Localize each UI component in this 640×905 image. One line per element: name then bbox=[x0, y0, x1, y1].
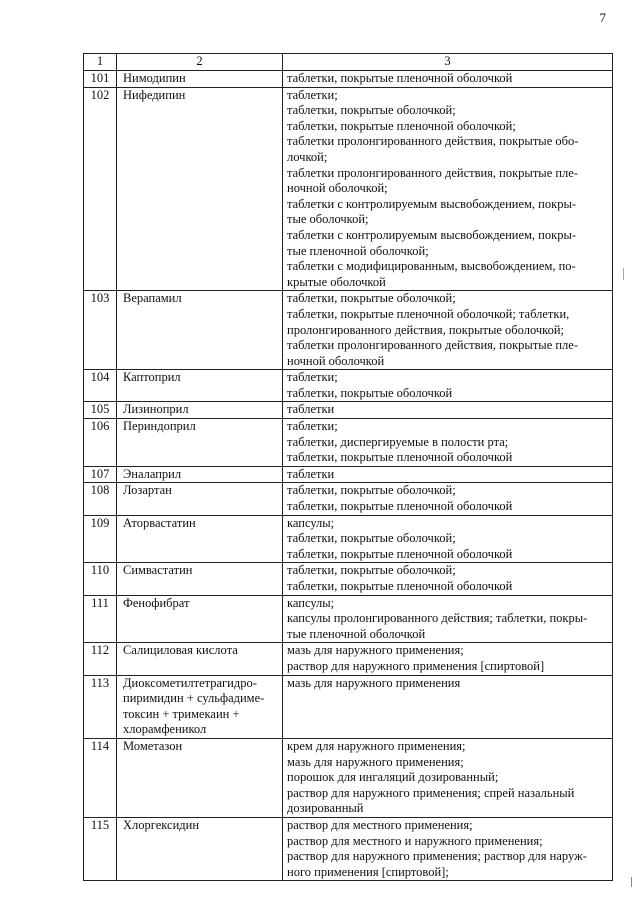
dosage-form-line: таблетки, покрытые оболочкой bbox=[287, 385, 453, 400]
dosage-forms bbox=[283, 87, 613, 291]
dosage-form-line: таблетки bbox=[287, 466, 335, 481]
dosage-form-line: порошок для ингаляций дозированный; bbox=[287, 770, 499, 785]
drug-name-line: Нифедипин bbox=[123, 87, 186, 102]
dosage-form-line: таблетки, покрытые пленочной оболочкой bbox=[287, 450, 513, 465]
dosage-forms bbox=[283, 419, 613, 467]
row-number: 103 bbox=[84, 291, 117, 370]
table-row bbox=[84, 595, 613, 643]
drug-name bbox=[117, 515, 283, 563]
dosage-form-line: таблетки, покрытые пленочной оболочкой bbox=[287, 499, 513, 514]
drug-name-line: Периндоприл bbox=[123, 419, 196, 434]
drug-name-line: хлорамфеникол bbox=[123, 722, 207, 737]
drug-name bbox=[117, 291, 283, 370]
row-number: 108 bbox=[84, 483, 117, 515]
dosage-forms bbox=[283, 675, 613, 738]
dosage-form-line: ночной оболочкой bbox=[287, 353, 385, 368]
dosage-form-line: раствор для наружного применения; спрей назальный bbox=[287, 785, 575, 800]
drug-name-line: Лизиноприл bbox=[123, 402, 189, 417]
dosage-forms bbox=[283, 595, 613, 643]
drug-name bbox=[117, 419, 283, 467]
drug-name bbox=[117, 370, 283, 402]
drug-name-line: Каптоприл bbox=[123, 370, 181, 385]
dosage-form-line: мазь для наружного применения; bbox=[287, 754, 464, 769]
dosage-form-line: мазь для наружного применения bbox=[287, 675, 461, 690]
table-row bbox=[84, 466, 613, 483]
drug-name-line: Хлоргексидин bbox=[123, 817, 200, 832]
dosage-form-line: таблетки, покрытые оболочкой; bbox=[287, 103, 456, 118]
drug-name-line: Мометазон bbox=[123, 738, 183, 753]
drug-name-line: Симвастатин bbox=[123, 563, 193, 578]
drug-name-line: Диоксометилтетрагидро- bbox=[123, 675, 257, 690]
dosage-form-line: капсулы; bbox=[287, 515, 335, 530]
dosage-forms bbox=[283, 515, 613, 563]
dosage-form-line: таблетки, покрытые оболочкой; bbox=[287, 483, 456, 498]
dosage-form-line: таблетки, покрытые пленочной оболочкой; таблетки, bbox=[287, 306, 570, 321]
drug-name-line: Эналаприл bbox=[123, 466, 182, 481]
dosage-form-line: мазь для наружного применения; bbox=[287, 643, 464, 658]
scan-artifact bbox=[623, 268, 624, 280]
dosage-forms bbox=[283, 466, 613, 483]
dosage-form-line: таблетки, покрытые оболочкой; bbox=[287, 563, 456, 578]
row-number: 107 bbox=[84, 466, 117, 483]
drug-name-line: Лозартан bbox=[123, 483, 172, 498]
dosage-form-line: лочкой; bbox=[287, 149, 328, 164]
dosage-form-line: таблетки; bbox=[287, 419, 338, 434]
drug-name-line: Нимодипин bbox=[123, 71, 186, 85]
dosage-form-line: крем для наружного применения; bbox=[287, 738, 466, 753]
dosage-form-line: таблетки с контролируемым высвобождением, покры- bbox=[287, 196, 577, 211]
dosage-form-line: таблетки, покрытые пленочной оболочкой bbox=[287, 546, 513, 561]
dosage-form-line: таблетки пролонгированного действия, покрытые пле- bbox=[287, 165, 579, 180]
row-number: 115 bbox=[84, 817, 117, 880]
drug-name-line: токсин + тримекаин + bbox=[123, 706, 240, 721]
column-header-forms: 3 bbox=[283, 54, 613, 71]
dosage-form-line: таблетки, покрытые пленочной оболочкой bbox=[287, 579, 513, 593]
row-number: 113 bbox=[84, 675, 117, 738]
dosage-forms bbox=[283, 643, 613, 675]
table-row bbox=[84, 402, 613, 419]
dosage-form-line: раствор для наружного применения [спиртовой] bbox=[287, 658, 545, 673]
dosage-form-line: таблетки bbox=[287, 402, 335, 417]
table-row bbox=[84, 370, 613, 402]
row-number: 111 bbox=[84, 595, 117, 643]
dosage-form-line: раствор для местного и наружного применения; bbox=[287, 833, 543, 848]
table-row bbox=[84, 675, 613, 738]
column-header-number: 1 bbox=[84, 54, 117, 71]
row-number: 114 bbox=[84, 738, 117, 817]
row-number: 104 bbox=[84, 370, 117, 402]
drug-name-line: Фенофибрат bbox=[123, 595, 190, 610]
dosage-form-line: капсулы; bbox=[287, 595, 335, 610]
drug-name bbox=[117, 675, 283, 738]
dosage-form-line: крытые оболочкой bbox=[287, 274, 386, 289]
drug-name bbox=[117, 563, 283, 595]
table-row bbox=[84, 71, 613, 88]
table-row bbox=[84, 515, 613, 563]
drug-name bbox=[117, 817, 283, 880]
dosage-form-line: таблетки, покрытые пленочной оболочкой bbox=[287, 71, 513, 85]
drug-name bbox=[117, 71, 283, 88]
table-row bbox=[84, 483, 613, 515]
dosage-form-line: таблетки; bbox=[287, 370, 338, 385]
drug-table bbox=[83, 53, 613, 881]
drug-name-line: Салициловая кислота bbox=[123, 643, 238, 658]
row-number: 106 bbox=[84, 419, 117, 467]
dosage-form-line: пролонгированного действия, покрытые оболочкой; bbox=[287, 322, 565, 337]
drug-name bbox=[117, 87, 283, 291]
drug-name bbox=[117, 643, 283, 675]
table-header-row bbox=[84, 54, 613, 71]
scan-artifact bbox=[631, 877, 632, 887]
table-row bbox=[84, 817, 613, 880]
page-number: 7 bbox=[599, 10, 606, 25]
dosage-form-line: таблетки с контролируемым высвобождением, покры- bbox=[287, 227, 577, 242]
row-number: 110 bbox=[84, 563, 117, 595]
drug-name bbox=[117, 738, 283, 817]
dosage-form-line: раствор для наружного применения; раствор для наруж- bbox=[287, 849, 587, 864]
dosage-forms bbox=[283, 370, 613, 402]
dosage-forms bbox=[283, 563, 613, 595]
table-row bbox=[84, 87, 613, 291]
row-number: 109 bbox=[84, 515, 117, 563]
row-number: 102 bbox=[84, 87, 117, 291]
dosage-form-line: тые пленочной оболочкой bbox=[287, 626, 426, 641]
drug-name bbox=[117, 402, 283, 419]
dosage-forms bbox=[283, 738, 613, 817]
dosage-forms bbox=[283, 291, 613, 370]
column-header-name: 2 bbox=[117, 54, 283, 71]
table-row bbox=[84, 738, 613, 817]
dosage-form-line: таблетки, покрытые пленочной оболочкой; bbox=[287, 118, 516, 133]
dosage-form-line: дозированный bbox=[287, 801, 364, 816]
dosage-form-line: ночной оболочкой; bbox=[287, 181, 388, 196]
drug-name-line: Аторвастатин bbox=[123, 515, 196, 530]
table-row bbox=[84, 563, 613, 595]
table-row bbox=[84, 419, 613, 467]
dosage-form-line: таблетки; bbox=[287, 87, 338, 102]
drug-name-line: Верапамил bbox=[123, 291, 182, 306]
table-row bbox=[84, 291, 613, 370]
dosage-forms bbox=[283, 483, 613, 515]
dosage-form-line: таблетки, покрытые оболочкой; bbox=[287, 531, 456, 546]
table-row bbox=[84, 643, 613, 675]
dosage-form-line: раствор для местного применения; bbox=[287, 817, 473, 832]
dosage-forms bbox=[283, 71, 613, 88]
dosage-form-line: таблетки с модифицированным, высвобождением, по- bbox=[287, 259, 576, 274]
dosage-form-line: капсулы пролонгированного действия; таблетки, покры- bbox=[287, 611, 588, 626]
dosage-form-line: таблетки пролонгированного действия, покрытые пле- bbox=[287, 338, 579, 353]
drug-name bbox=[117, 483, 283, 515]
dosage-form-line: таблетки пролонгированного действия, покрытые обо- bbox=[287, 134, 579, 149]
dosage-form-line: таблетки, покрытые оболочкой; bbox=[287, 291, 456, 306]
dosage-form-line: таблетки, диспергируемые в полости рта; bbox=[287, 434, 509, 449]
row-number: 101 bbox=[84, 71, 117, 88]
dosage-form-line: тые оболочкой; bbox=[287, 212, 369, 227]
row-number: 112 bbox=[84, 643, 117, 675]
drug-name bbox=[117, 466, 283, 483]
drug-name-line: пиримидин + сульфадиме- bbox=[123, 691, 265, 706]
dosage-form-line: тые пленочной оболочкой; bbox=[287, 243, 429, 258]
dosage-forms bbox=[283, 817, 613, 880]
dosage-forms bbox=[283, 402, 613, 419]
row-number: 105 bbox=[84, 402, 117, 419]
drug-name bbox=[117, 595, 283, 643]
dosage-form-line: ного применения [спиртовой]; bbox=[287, 864, 449, 879]
